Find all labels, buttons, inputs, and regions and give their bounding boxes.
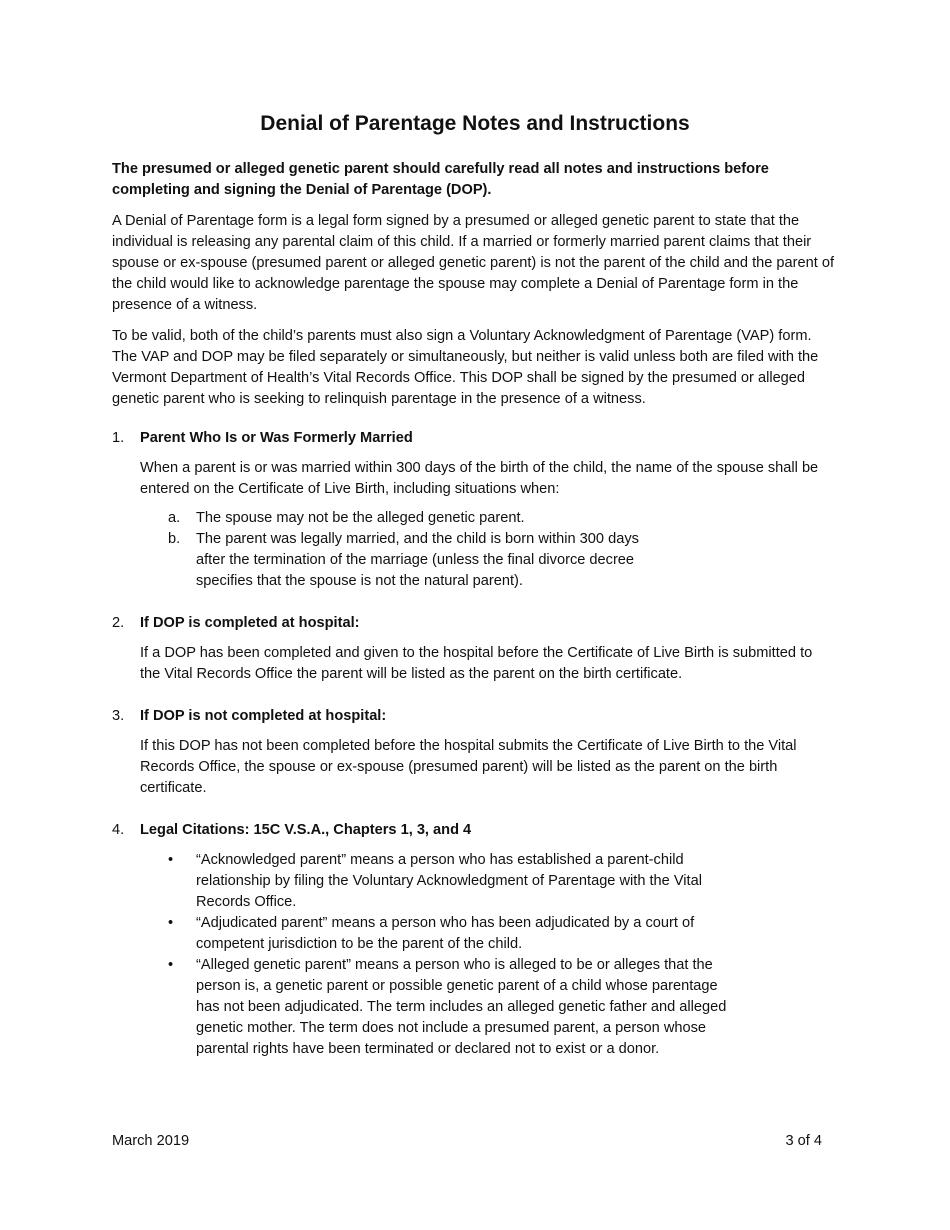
list-marker: b. <box>168 531 181 547</box>
list-item-text: “Adjudicated parent” means a person who has been adjudicated by a court of competent jurisdiction to be the parent of the child. <box>196 915 695 952</box>
section-heading: If DOP is not completed at hospital: <box>140 708 387 724</box>
document-body <box>112 159 836 1060</box>
section-number: 2. <box>112 615 125 631</box>
page-title: Denial of Parentage Notes and Instructions <box>260 112 690 135</box>
footer-page-number: 3 of 4 <box>785 1133 822 1149</box>
list-item <box>168 913 736 955</box>
footer-date: March 2019 <box>112 1133 190 1149</box>
section-body: If a DOP has been completed and given to the hospital before the Certificate of Live Birth is submitted to the Vital Records Office the parent will be listed as the parent on the birth certificate. <box>140 645 813 682</box>
list-item <box>168 955 736 1060</box>
section-dop-completed <box>112 613 836 685</box>
section-legal-citations <box>112 820 836 1060</box>
sub-list <box>112 508 836 592</box>
bullet-marker: • <box>168 957 174 973</box>
section-married-parent <box>112 428 836 592</box>
definitions-list <box>112 850 836 1060</box>
section-body: If this DOP has not been completed before the hospital submits the Certificate of Live Birth to the Vital Records Office, the spouse or ex-spouse (presumed parent) will be listed as the parent on the birth certificate. <box>140 738 797 796</box>
bullet-marker: • <box>168 852 174 868</box>
section-dop-not-completed <box>112 706 836 799</box>
section-body: When a parent is or was married within 300 days of the birth of the child, the name of the spouse shall be entered on the Certificate of Live Birth, including situations when: <box>140 460 819 497</box>
section-heading: If DOP is completed at hospital: <box>140 615 360 631</box>
intro-warning: The presumed or alleged genetic parent should carefully read all notes and instructions before completing and signing the Denial of Parentage (DOP). <box>112 161 769 198</box>
list-item-text: The spouse may not be the alleged genetic parent. <box>196 510 525 526</box>
list-item <box>168 529 666 592</box>
list-item <box>168 850 736 913</box>
list-item-text: The parent was legally married, and the child is born within 300 days after the termination of the marriage (unless the final divorce decree specifies that the spouse is not the natural parent). <box>196 531 639 589</box>
paragraph-definition: A Denial of Parentage form is a legal form signed by a presumed or alleged genetic parent to state that the individual is releasing any parental claim of this child. If a married or formerly married parent claims that their spouse or ex-spouse (presumed parent or alleged genetic parent) is not the parent of the child and the parent of the child would like to acknowledge parentage the spouse may complete a Denial of Parentage form in the presence of a witness. <box>112 213 835 313</box>
section-heading: Legal Citations: 15C V.S.A., Chapters 1, 3, and 4 <box>140 822 472 838</box>
list-item-text: “Alleged genetic parent” means a person who is alleged to be or alleges that the person is, a genetic parent or possible genetic parent of a child whose parentage has not been adjudicated. The term includes an alleged genetic father and alleged genetic mother. The term does not include a presumed parent, a person whose parental rights have been terminated or declared not to exist or a donor. <box>196 957 727 1057</box>
list-item-text: “Acknowledged parent” means a person who has established a parent-child relationship by filing the Voluntary Acknowledgment of Parentage with the Vital Records Office. <box>196 852 702 910</box>
list-item <box>168 508 836 529</box>
bullet-marker: • <box>168 915 174 931</box>
section-number: 4. <box>112 822 125 838</box>
section-heading: Parent Who Is or Was Formerly Married <box>140 430 413 446</box>
section-number: 1. <box>112 430 125 446</box>
section-number: 3. <box>112 708 125 724</box>
list-marker: a. <box>168 510 181 526</box>
paragraph-validity: To be valid, both of the child’s parents must also sign a Voluntary Acknowledgment of Parentage (VAP) form. The VAP and DOP may be filed separately or simultaneously, but neither is valid unless both are filed with the Vermont Department of Health’s Vital Records Office. This DOP shall be signed by the presumed or alleged genetic parent who is seeking to relinquish parentage in the presence of a witness. <box>112 328 819 407</box>
